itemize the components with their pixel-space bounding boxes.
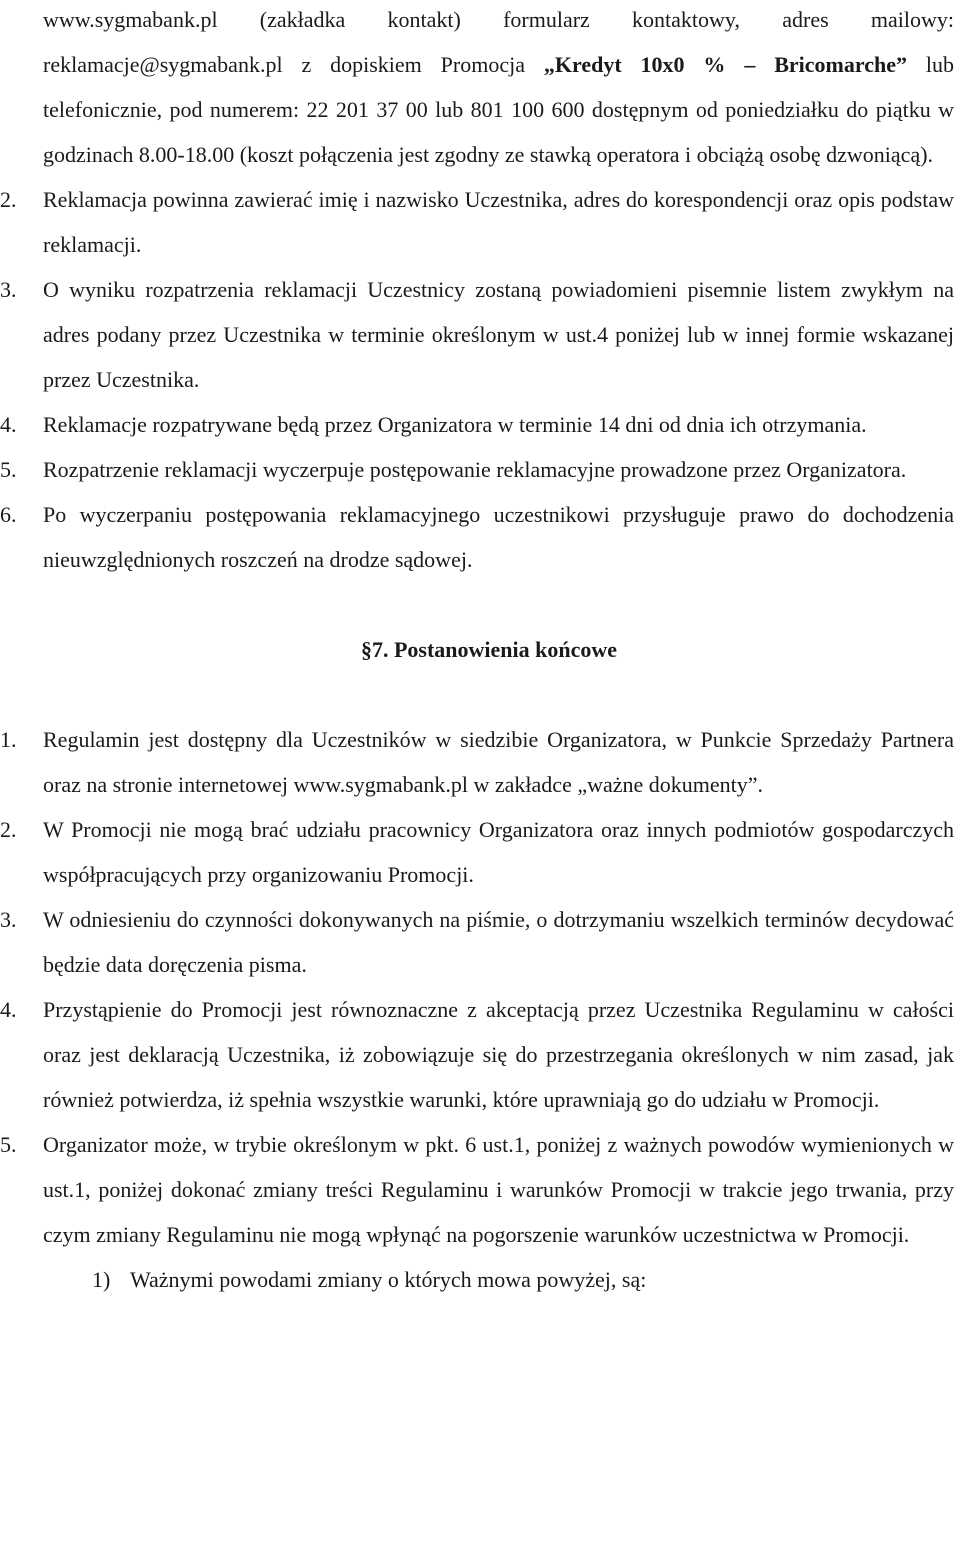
list-item <box>0 177 954 267</box>
list-item <box>0 1122 954 1257</box>
list-item <box>0 492 954 582</box>
item-number: 4. <box>0 997 17 1022</box>
item-text: Przystąpienie do Promocji jest równoznaczne z akceptacją przez Uczestnika Regulaminu w całości oraz jest deklaracją Uczestnika, iż zobowiązuje się do przestrzegania określonych w nim zasad, jak również potwierdza, iż spełnia wszystkie warunki, które uprawniają go do udziału w Promocji. <box>43 997 954 1112</box>
list-item <box>0 447 954 492</box>
list-item <box>0 402 954 447</box>
list-item <box>0 717 954 807</box>
complaint-contact-paragraph <box>43 0 954 177</box>
item-number: 2. <box>0 187 17 212</box>
contact-text: www.sygmabank.pl (zakładka kontakt) formularz kontaktowy, adres mailowy: reklamacje@sygmabank.pl z dopiskiem Promocja <box>43 7 954 77</box>
section6-list <box>0 177 960 582</box>
item-number: 5. <box>0 457 17 482</box>
section7-list <box>0 717 960 1257</box>
item-number: 3. <box>0 277 17 302</box>
item-text: W Promocji nie mogą brać udziału pracownicy Organizatora oraz innych podmiotów gospodarczych współpracujących przy organizowaniu Promocji. <box>43 817 954 887</box>
item-number: 5. <box>0 1132 17 1157</box>
item-text: O wyniku rozpatrzenia reklamacji Uczestnicy zostaną powiadomieni pisemnie listem zwykłym na adres podany przez Uczestnika w terminie określonym w ust.4 poniżej lub w innej formie wskazanej przez Uczestnika. <box>43 277 954 392</box>
item-text: W odniesieniu do czynności dokonywanych na piśmie, o dotrzymaniu wszelkich terminów decydować będzie data doręczenia pisma. <box>43 907 954 977</box>
contact-text-rest: lub telefonicznie, pod numerem: 22 201 37 00 lub 801 100 600 dostępnym od poniedziałku do piątku w godzinach 8.00-18.00 (koszt połączenia jest zgodny ze stawką operatora i obciążą osobę dzwoniącą). <box>43 52 954 167</box>
sub-item-text: Ważnymi powodami zmiany o których mowa powyżej, są: <box>130 1267 647 1292</box>
item-text: Reklamacja powinna zawierać imię i nazwisko Uczestnika, adres do korespondencji oraz opis podstaw reklamacji. <box>43 187 954 257</box>
item-number: 1. <box>0 727 17 752</box>
list-item <box>0 267 954 402</box>
sub-item-number: 1) <box>92 1267 111 1292</box>
promotion-name: „Kredyt 10x0 % – Bricomarche” <box>543 52 907 77</box>
item-number: 4. <box>0 412 17 437</box>
section-heading: §7. Postanowienia końcowe <box>360 637 618 662</box>
item-number: 3. <box>0 907 17 932</box>
item-text: Organizator może, w trybie określonym w pkt. 6 ust.1, poniżej z ważnych powodów wymienionych w ust.1, poniżej dokonać zmiany treści Regulaminu i warunków Promocji w trakcie jego trwania, przy czym zmiany Regulaminu nie mogą wpłynąć na pogorszenie warunków uczestnictwa w Promocji. <box>43 1132 954 1247</box>
item-text: Regulamin jest dostępny dla Uczestników w siedzibie Organizatora, w Punkcie Sprzedaży Partnera oraz na stronie internetowej www.sygmabank.pl w zakładce „ważne dokumenty”. <box>43 727 954 797</box>
item-text: Po wyczerpaniu postępowania reklamacyjnego uczestnikowi przysługuje prawo do dochodzenia nieuwzględnionych roszczeń na drodze sądowej. <box>43 502 954 572</box>
item-text: Rozpatrzenie reklamacji wyczerpuje postępowanie reklamacyjne prowadzone przez Organizatora. <box>43 457 907 482</box>
list-item <box>0 807 954 897</box>
item-number: 6. <box>0 502 17 527</box>
sub-list-item <box>92 1257 960 1302</box>
list-item <box>0 987 954 1122</box>
list-item <box>0 897 954 987</box>
item-number: 2. <box>0 817 17 842</box>
item-text: Reklamacje rozpatrywane będą przez Organizatora w terminie 14 dni od dnia ich otrzymania. <box>43 412 867 437</box>
